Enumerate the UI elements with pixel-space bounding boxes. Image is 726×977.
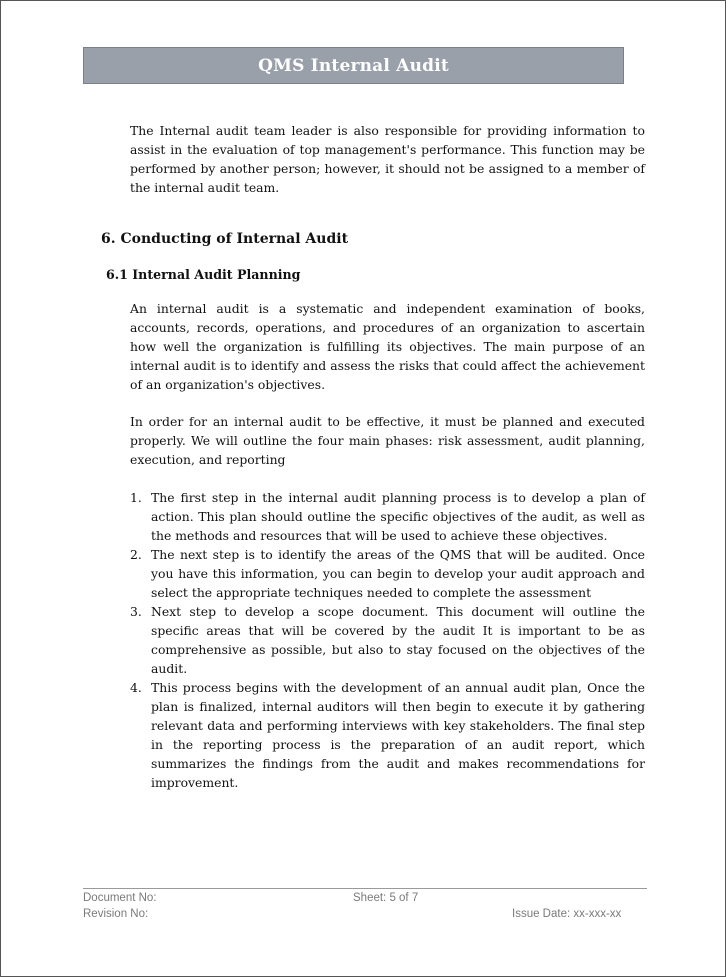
section-heading: 6. Conducting of Internal Audit xyxy=(101,231,349,247)
footer-divider xyxy=(83,888,647,889)
phases-paragraph: In order for an internal audit to be effective, it must be planned and executed properly. We will outline the four main phases: risk assessment, audit planning, execution, and reporting xyxy=(130,414,645,467)
list-item xyxy=(130,678,645,792)
list-item-text: The next step is to identify the areas of the QMS that will be audited. Once you have this information, you can begin to develop your audit approach and select the appropriate techniques needed to complete the assessment xyxy=(151,547,645,600)
footer-revision-no: Revision No: xyxy=(83,908,149,920)
footer-document-no: Document No: xyxy=(83,892,157,904)
header-band xyxy=(83,47,624,84)
subsection-heading: 6.1 Internal Audit Planning xyxy=(106,267,301,282)
intro-paragraph: The Internal audit team leader is also responsible for providing information to assist in the evaluation of top management's performance. This function may be performed by another person; however, it should not be assigned to a member of the internal audit team. xyxy=(130,123,645,195)
steps-list xyxy=(130,488,645,792)
list-item-number: 1. xyxy=(130,490,142,505)
footer-issue-date: Issue Date: xx-xxx-xx xyxy=(512,908,622,920)
list-item-number: 2. xyxy=(130,547,142,562)
list-item-number: 4. xyxy=(130,680,142,695)
list-item xyxy=(130,545,645,602)
definition-paragraph: An internal audit is a systematic and independent examination of books, accounts, records, operations, and procedures of an organization to ascertain how well the organization is fulfilling its objectives. The main purpose of an internal audit is to identify and assess the risks that could affect the achievement of an organization's objectives. xyxy=(130,301,645,392)
page-title: QMS Internal Audit xyxy=(258,55,449,76)
list-item xyxy=(130,488,645,545)
list-item-text: Next step to develop a scope document. This document will outline the specific areas that will be covered by the audit It is important to be as comprehensive as possible, but also to stay focused on the objectives of the audit. xyxy=(151,604,645,676)
list-item-text: The first step in the internal audit planning process is to develop a plan of action. This plan should outline the specific objectives of the audit, as well as the methods and resources that will be used to achieve these objectives. xyxy=(151,490,645,543)
list-item-text: This process begins with the development of an annual audit plan, Once the plan is finalized, internal auditors will then begin to execute it by gathering relevant data and performing interviews with key stakeholders. The final step in the reporting process is the preparation of an audit report, which summarizes the findings from the audit and makes recommendations for improvement. xyxy=(151,680,645,790)
list-item-number: 3. xyxy=(130,604,142,619)
footer-sheet-number: Sheet: 5 of 7 xyxy=(353,892,419,904)
list-item xyxy=(130,602,645,678)
